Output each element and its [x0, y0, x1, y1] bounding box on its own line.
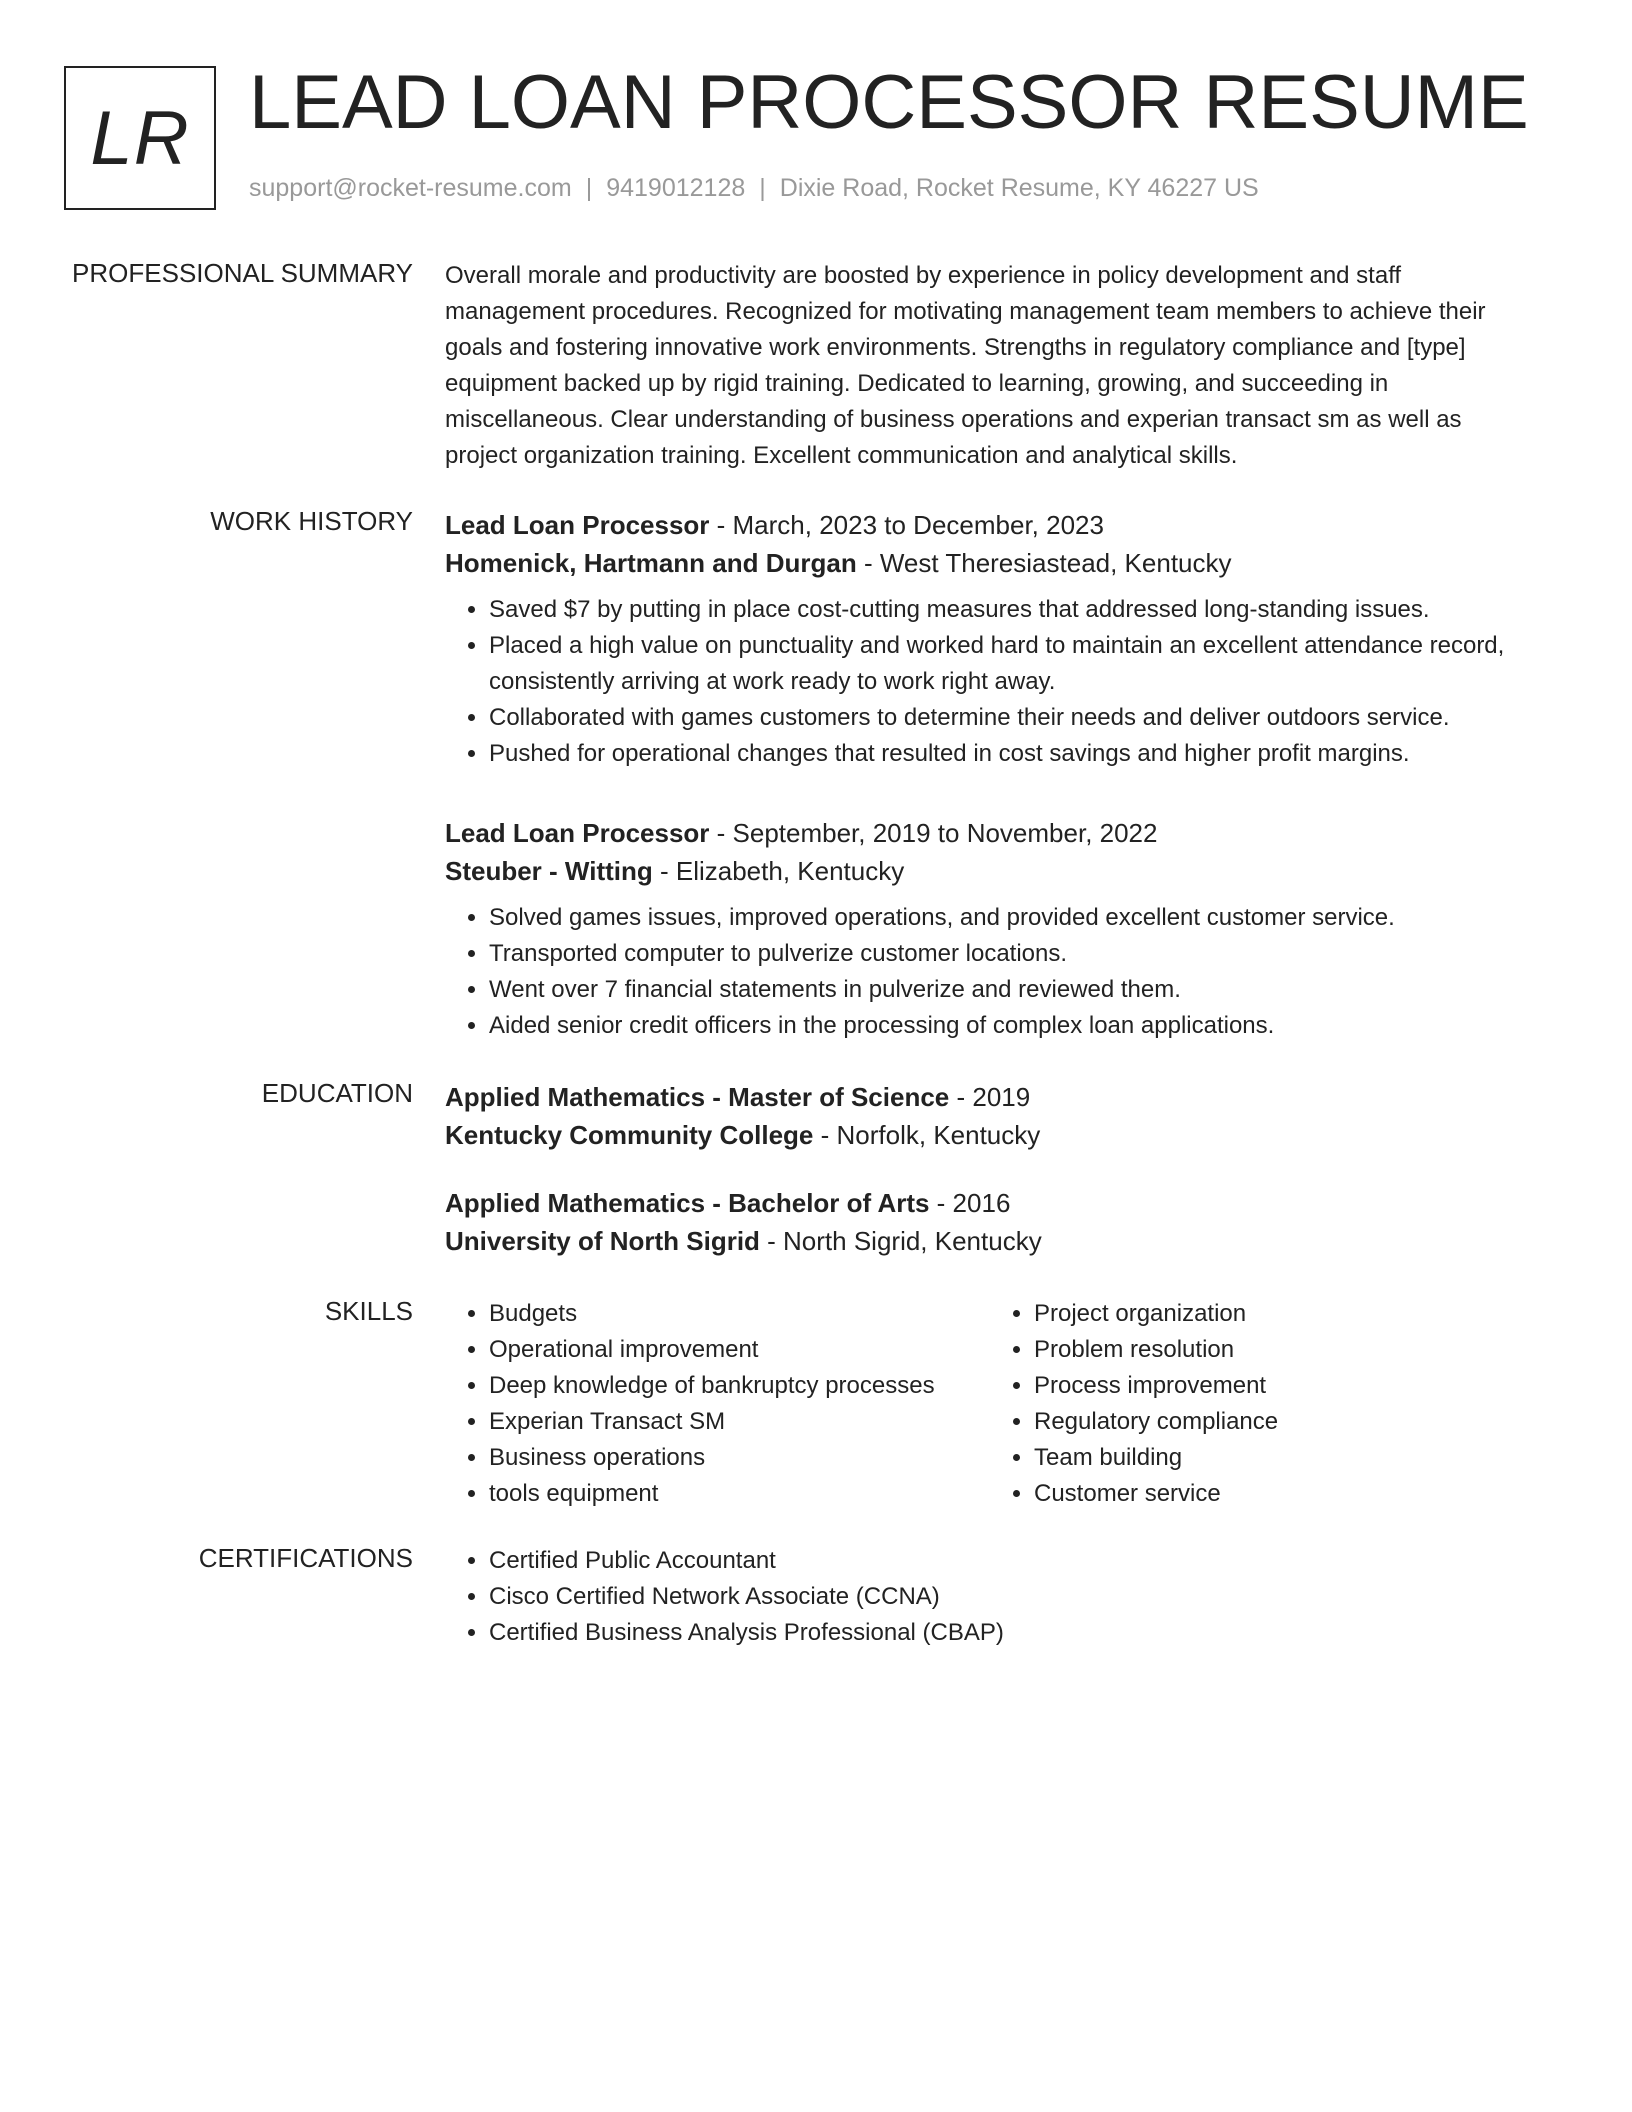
certification-item: • Cisco Certified Network Associate (CCNA) — [489, 1579, 1535, 1615]
skill-item: • tools equipment — [489, 1476, 990, 1512]
skill-item: • Experian Transact SM — [489, 1404, 990, 1440]
degree-year: - 2019 — [949, 1082, 1031, 1112]
contact-phone[interactable]: 9419012128 — [606, 174, 746, 202]
job-company: Steuber - Witting — [445, 856, 653, 886]
school-location: - North Sigrid, Kentucky — [759, 1226, 1042, 1256]
skill-item: • Operational improvement — [489, 1332, 990, 1368]
resume-title: LEAD LOAN PROCESSOR RESUME — [249, 60, 1529, 145]
job-bullet: • Went over 7 financial statements in pulverize and reviewed them. — [489, 972, 1535, 1008]
skill-item: • Business operations — [489, 1440, 990, 1476]
skill-item: • Problem resolution — [1034, 1332, 1535, 1368]
contact-address: Dixie Road, Rocket Resume, KY 46227 US — [779, 174, 1259, 202]
contact-separator: | — [585, 174, 593, 202]
job-dates: - March, 2023 to December, 2023 — [709, 510, 1104, 540]
job-bullet: • Transported computer to pulverize customer locations. — [489, 936, 1535, 972]
degree: Applied Mathematics - Master of Science — [445, 1082, 950, 1112]
skill-item: • Budgets — [489, 1296, 990, 1332]
degree-year: - 2016 — [929, 1188, 1011, 1218]
school-line — [445, 1116, 1535, 1154]
school-line — [445, 1222, 1535, 1260]
job-company-line — [445, 544, 1535, 582]
skills-list-right — [990, 1296, 1535, 1512]
job-bullet: • Solved games issues, improved operations, and provided excellent customer service. — [489, 900, 1535, 936]
skill-item: • Project organization — [1034, 1296, 1535, 1332]
job-title: Lead Loan Processor — [445, 510, 710, 540]
education-entry — [445, 1184, 1535, 1260]
skill-item: • Regulatory compliance — [1034, 1404, 1535, 1440]
school: University of North Sigrid — [445, 1226, 760, 1256]
job-bullet: • Collaborated with games customers to determine their needs and deliver outdoors service. — [489, 700, 1535, 736]
job-title: Lead Loan Processor — [445, 818, 710, 848]
job-bullet: • Pushed for operational changes that resulted in cost savings and higher profit margins. — [489, 736, 1535, 772]
job-location: - West Theresiastead, Kentucky — [856, 548, 1232, 578]
skill-item: • Team building — [1034, 1440, 1535, 1476]
skill-item: • Process improvement — [1034, 1368, 1535, 1404]
job-bullet: • Saved $7 by putting in place cost-cutting measures that addressed long-standing issues. — [489, 592, 1535, 628]
degree: Applied Mathematics - Bachelor of Arts — [445, 1188, 930, 1218]
job-bullet: • Placed a high value on punctuality and worked hard to maintain an excellent attendance record, consistently arriving at work ready to work right away. — [489, 628, 1535, 700]
job-bullets — [445, 592, 1535, 772]
job-location: - Elizabeth, Kentucky — [652, 856, 905, 886]
section-label-skills: SKILLS — [324, 1296, 413, 1326]
job-dates: - September, 2019 to November, 2022 — [709, 818, 1158, 848]
job-entry — [445, 506, 1535, 772]
section-label-certifications: CERTIFICATIONS — [198, 1543, 413, 1573]
skill-item: • Customer service — [1034, 1476, 1535, 1512]
certifications-list — [445, 1543, 1535, 1651]
summary-text: Overall morale and productivity are boosted by experience in policy development and staff management procedures. Recognized for motivating management team members to achieve their goals and fostering innovative work environments. Strengths in regulatory compliance and [type] equipment backed up by rigid training. Dedicated to learning, growing, and succeeding in miscellaneous. Clear understanding of business operations and experian transact sm as well as project organization training. Excellent communication and analytical skills. — [445, 262, 1486, 469]
contact-email[interactable]: support@rocket-resume.com — [249, 174, 572, 202]
section-label-summary: PROFESSIONAL SUMMARY — [72, 258, 413, 288]
school: Kentucky Community College — [445, 1120, 814, 1150]
skills-list-left — [445, 1296, 990, 1512]
job-bullets — [445, 900, 1535, 1044]
section-label-education: EDUCATION — [261, 1078, 413, 1108]
school-location: - Norfolk, Kentucky — [813, 1120, 1041, 1150]
degree-line — [445, 1184, 1535, 1222]
certification-item: • Certified Public Accountant — [489, 1543, 1535, 1579]
education-entry — [445, 1078, 1535, 1154]
job-title-line — [445, 506, 1535, 544]
contact-line — [249, 174, 1259, 203]
job-title-line — [445, 814, 1535, 852]
certification-item: • Certified Business Analysis Professional (CBAP) — [489, 1615, 1535, 1651]
job-company-line — [445, 852, 1535, 890]
skill-item: • Deep knowledge of bankruptcy processes — [489, 1368, 990, 1404]
degree-line — [445, 1078, 1535, 1116]
monogram-logo: LR — [64, 66, 216, 210]
job-company: Homenick, Hartmann and Durgan — [445, 548, 857, 578]
contact-separator: | — [759, 174, 766, 202]
job-entry — [445, 814, 1535, 1044]
section-label-work: WORK HISTORY — [210, 506, 413, 536]
job-bullet: • Aided senior credit officers in the processing of complex loan applications. — [489, 1008, 1535, 1044]
